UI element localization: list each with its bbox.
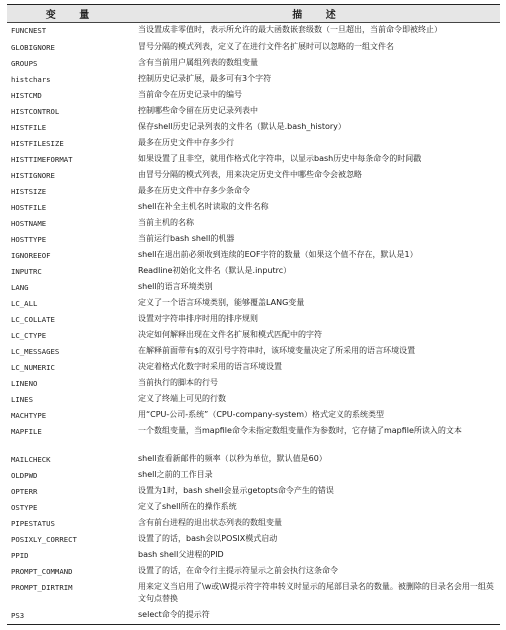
table-row: [7, 424, 500, 452]
variable-name: PROMPT_COMMAND: [11, 567, 73, 576]
variable-name: HISTSIZE: [11, 187, 47, 196]
variable-description: 当前执行的脚本的行号: [138, 378, 218, 387]
variable-name: HOSTTYPE: [11, 235, 47, 244]
variable-name: LINENO: [11, 379, 38, 388]
variable-description: 设置对字符串排序时用的排序规则: [138, 314, 258, 323]
variable-name: HISTFILE: [11, 123, 47, 132]
variable-description: 定义了一个语言环境类别，能够覆盖LANG变量: [138, 298, 305, 307]
variable-description: 最多在历史文件中存多少条命令: [138, 186, 250, 195]
variable-name: HISTFILESIZE: [11, 139, 64, 148]
table-row: [7, 408, 500, 424]
table-row: [7, 548, 500, 564]
variable-description: bash shell父进程的PID: [138, 550, 224, 559]
variable-name: LC_COLLATE: [11, 315, 55, 324]
table-body: [7, 23, 500, 624]
table-row: [7, 452, 500, 468]
variable-name: OLDPWD: [11, 471, 38, 480]
variable-description: 最多在历史文件中存多少行: [138, 138, 234, 147]
table-row: [7, 200, 500, 216]
table-row: [7, 72, 500, 88]
table-row: [7, 296, 500, 312]
variable-name: histchars: [11, 75, 51, 84]
variable-description: 在解释前面带有$的双引号字符串时，该环境变量决定了所采用的语言环境设置: [138, 346, 416, 355]
variable-description: 控制哪些命令留在历史记录列表中: [138, 106, 258, 115]
table-row: [7, 312, 500, 328]
table-row: [7, 152, 500, 168]
variable-name: OSTYPE: [11, 503, 38, 512]
variable-description: 当前命令在历史记录中的编号: [138, 90, 242, 99]
variable-name: MAILCHECK: [11, 455, 51, 464]
table-row: [7, 564, 500, 580]
variable-name: IGNOREEOF: [11, 251, 51, 260]
table-row: [7, 168, 500, 184]
variable-description: 决定着格式化数字时采用的语言环境设置: [138, 362, 282, 371]
variable-description: 冒号分隔的模式列表，定义了在进行文件名扩展时可以忽略的一组文件名: [138, 42, 394, 51]
variable-description: 当前运行bash shell的机器: [138, 234, 235, 243]
variable-description: 当设置成非零值时，表示所允许的最大函数嵌套级数（一旦超出，当前命令即被终止）: [138, 25, 442, 34]
table-header: [7, 5, 500, 23]
table-row: [7, 608, 500, 624]
table-row: [7, 280, 500, 296]
table-row: [7, 136, 500, 152]
variable-name: OPTERR: [11, 487, 38, 496]
table-row: [7, 248, 500, 264]
variable-description: shell的语言环境类别: [138, 282, 213, 291]
variable-description: 用“CPU-公司-系统”（CPU-company-system）格式定义的系统类型: [138, 410, 385, 419]
variable-name: PIPESTATUS: [11, 519, 55, 528]
variable-description: shell在退出前必须收到连续的EOF字符的数量（如果这个值不存在，默认是1）: [138, 250, 418, 259]
variable-name: HOSTFILE: [11, 203, 47, 212]
table-row: [7, 264, 500, 280]
variable-name: MACHTYPE: [11, 411, 47, 420]
table-row: [7, 532, 500, 548]
variable-description: 决定如何解释出现在文件名扩展和模式匹配中的字符: [138, 330, 322, 339]
table-row: [7, 376, 500, 392]
variable-name: POSIXLY_CORRECT: [11, 535, 77, 544]
table-row: [7, 392, 500, 408]
variable-name: LC_MESSAGES: [11, 347, 60, 356]
variable-description: shell在补全主机名时读取的文件名称: [138, 202, 269, 211]
variable-description: 定义了shell所在的操作系统: [138, 502, 237, 511]
variable-description: 设置为1时，bash shell会显示getopts命令产生的错误: [138, 486, 334, 495]
table-row: [7, 56, 500, 72]
table-row: [7, 468, 500, 484]
table-row: [7, 360, 500, 376]
variable-description: 设置了的话，在命令行主提示符显示之前会执行这条命令: [138, 566, 338, 575]
table-row: [7, 484, 500, 500]
table-row: [7, 40, 500, 56]
variable-description: 含有当前用户属组列表的数组变量: [138, 58, 258, 67]
table-row: [7, 344, 500, 360]
variable-name: HISTTIMEFORMAT: [11, 155, 73, 164]
table-row: [7, 184, 500, 200]
table-row: [7, 232, 500, 248]
variable-description: 由冒号分隔的模式列表，用来决定历史文件中哪些命令会被忽略: [138, 170, 362, 179]
variable-description: select命令的提示符: [138, 610, 210, 619]
variable-description: 用来定义当启用了\w或\W提示符字符串转义时显示的尾部目录名的数量。被删除的目录名会用一组英文句点替换: [138, 582, 494, 603]
variable-name: INPUTRC: [11, 267, 42, 276]
table-row: [7, 580, 500, 608]
variable-name: PPID: [11, 551, 29, 560]
variable-description: Readline初始化文件名（默认是.inputrc）: [138, 266, 292, 275]
variable-description: 保存shell历史记录列表的文件名（默认是.bash_history）: [138, 122, 346, 131]
variable-name: HISTCMD: [11, 91, 42, 100]
variable-name: HOSTNAME: [11, 219, 47, 228]
variable-name: PS3: [11, 611, 25, 620]
variable-description: 控制历史记录扩展，最多可有3个字符: [138, 74, 272, 83]
variable-description: 定义了终端上可见的行数: [138, 394, 226, 403]
table-row: [7, 500, 500, 516]
variable-name: HISTIGNORE: [11, 171, 55, 180]
variable-name: LC_CTYPE: [11, 331, 47, 340]
table-row: [7, 23, 500, 40]
variable-name: LC_ALL: [11, 299, 38, 308]
variable-name: MAPFILE: [11, 427, 42, 436]
variable-name: LANG: [11, 283, 29, 292]
table-row: [7, 216, 500, 232]
variable-name: LC_NUMERIC: [11, 363, 55, 372]
header-variable: 变 量: [45, 10, 100, 21]
variable-name: GLOBIGNORE: [11, 43, 55, 52]
variables-table: [7, 4, 500, 625]
variable-description: 当前主机的名称: [138, 218, 194, 227]
variable-description: shell查看新邮件的频率（以秒为单位，默认值是60）: [138, 454, 327, 463]
variable-name: PROMPT_DIRTRIM: [11, 583, 73, 592]
variable-name: GROUPS: [11, 59, 38, 68]
table-row: [7, 516, 500, 532]
variable-description: 含有前台进程的退出状态列表的数组变量: [138, 518, 282, 527]
variable-name: LINES: [11, 395, 33, 404]
variable-description: 一个数组变量，当mapfile命令未指定数组变量作为参数时，它存储了mapfile所读入的文本: [138, 426, 462, 435]
table-row: [7, 328, 500, 344]
header-description: 描 述: [292, 10, 346, 21]
variable-description: 如果设置了且非空，就用作格式化字符串，以显示bash历史中每条命令的时间戳: [138, 154, 422, 163]
variable-description: 设置了的话，bash会以POSIX模式启动: [138, 534, 278, 543]
variable-description: shell之前的工作目录: [138, 470, 213, 479]
variable-name: FUNCNEST: [11, 26, 47, 35]
table-row: [7, 104, 500, 120]
table-row: [7, 88, 500, 104]
table-row: [7, 120, 500, 136]
variable-name: HISTCONTROL: [11, 107, 60, 116]
